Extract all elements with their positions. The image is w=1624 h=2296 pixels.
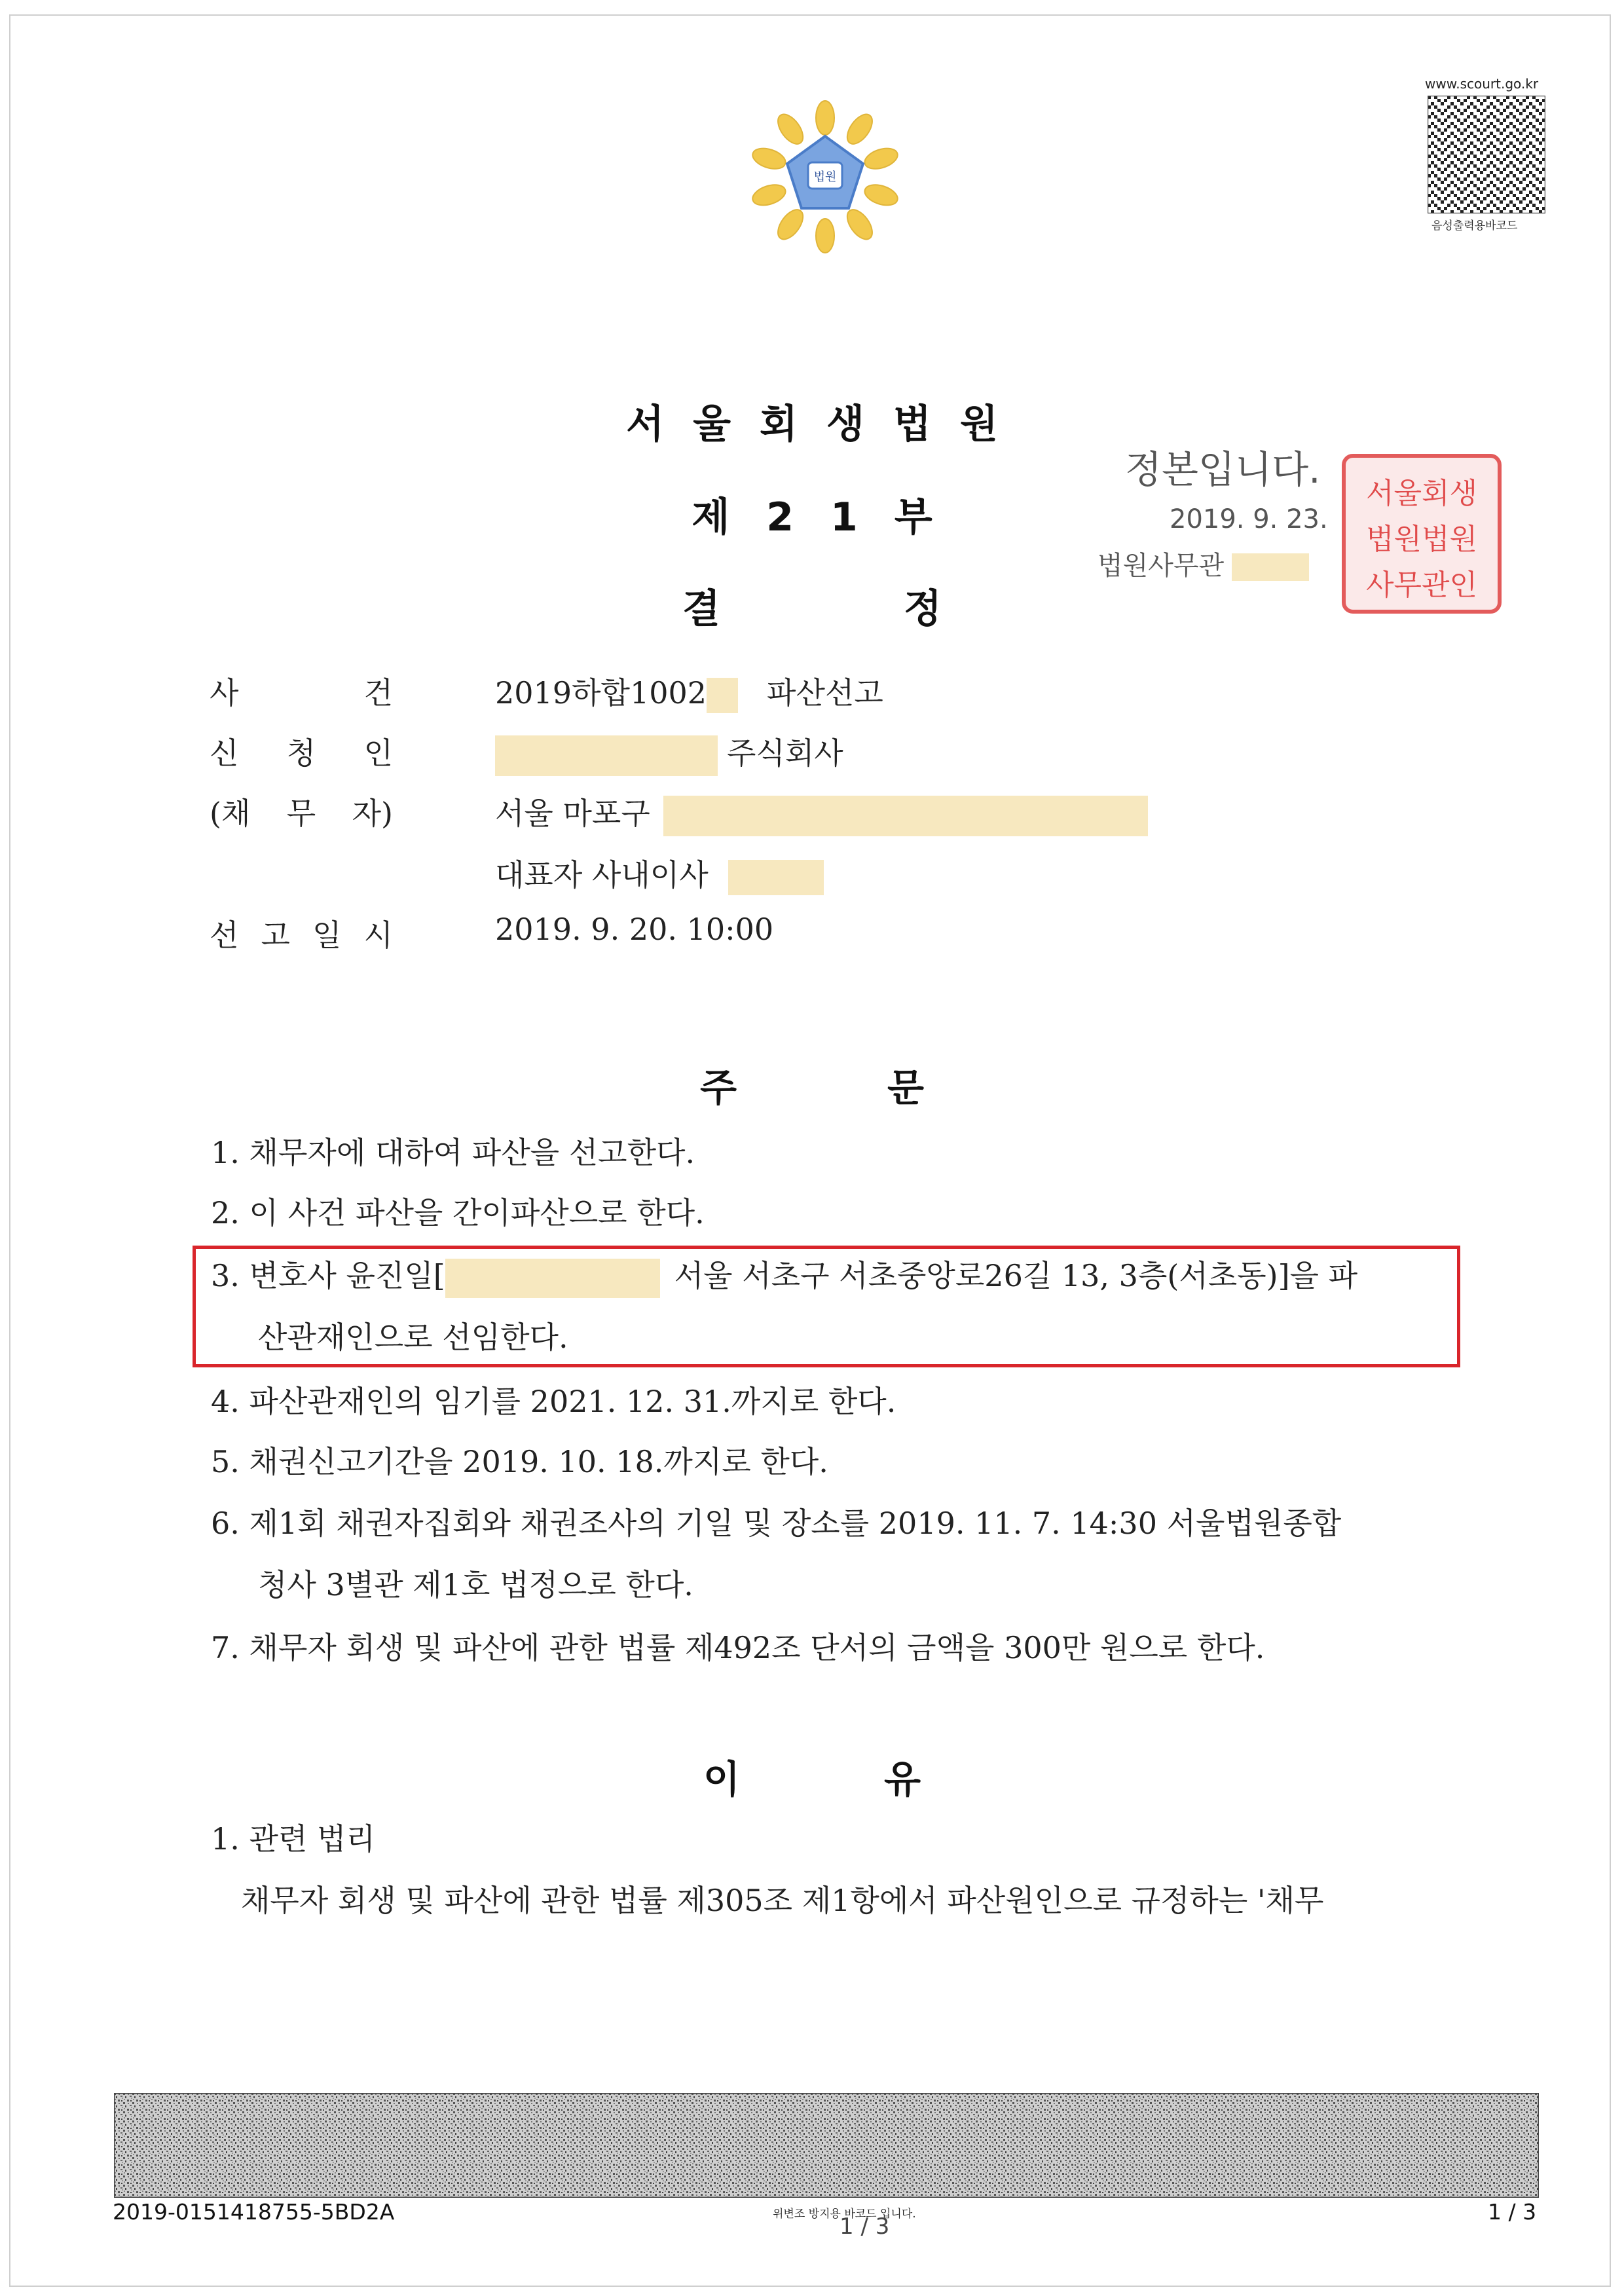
voice-output-barcode [1428,96,1545,213]
order-item-6-cont: 청사 3별관 제1호 법정으로 한다. [258,1567,693,1602]
clerk-office: 법원사무관 [1098,545,1309,582]
order-item-3-cont: 산관재인으로 선임한다. [258,1320,568,1355]
order-title: 주 문 [699,1065,925,1110]
court-name: 서 울 회 생 법 원 [626,401,998,447]
order-item-1: 1. 채무자에 대하여 파산을 선고한다. [211,1135,695,1170]
page-number-center: 1 / 3 [840,2213,890,2240]
order-item-4: 4. 파산관재인의 임기를 2021. 12. 31.까지로 한다. [211,1384,896,1419]
document-id: 2019-0151418755-5BD2A [113,2199,395,2225]
order-item-3: 3. 변호사 윤진일[ 서울 서초구 서초중앙로26길 13, 3층(서초동)]을 파 [211,1252,1357,1298]
reason-title: 이 유 [703,1757,921,1802]
order-item-6: 6. 제1회 채권자집회와 채권조사의 기일 및 장소를 2019. 11. 7. 14:30 서울법원종합 [211,1506,1342,1541]
redacted-clerk-name [1232,553,1309,581]
anti-forgery-note: 위변조 방지용 바코드 입니다. [773,2208,916,2221]
certified-copy-text: 정본입니다. [1125,447,1321,492]
reason-heading: 1. 관련 법리 [211,1821,375,1857]
reason-text: 채무자 회생 및 파산에 관한 법률 제305조 제1항에서 파산원인으로 규정하는 '채무 [241,1883,1324,1918]
redacted-case-suffix [707,678,738,713]
order-item-2: 2. 이 사건 파산을 간이파산으로 한다. [211,1195,705,1231]
declaration-date: 2019. 9. 20. 10:00 [495,912,774,947]
document-title: 결 정 [682,586,942,632]
court-emblem [747,98,904,255]
case-number: 2019하합1002 파산선고 [495,669,883,713]
order-item-5: 5. 채권신고기간을 2019. 10. 18.까지로 한다. [211,1444,828,1479]
label-declaration-date: 선 고 일 시 [210,917,393,953]
svg-text:서울회생: 서울회생 [1365,477,1478,510]
svg-text:법원법원: 법원법원 [1365,523,1478,556]
label-case: 사 건 [210,675,393,711]
anti-forgery-barcode [114,2093,1539,2198]
scourt-url: www.scourt.go.kr [1425,76,1539,92]
barcode-caption: 음성출력용바코드 [1431,219,1518,232]
order-item-7: 7. 채무자 회생 및 파산에 관한 법률 제492조 단서의 금액을 300만 원으로 한다. [211,1630,1265,1665]
certified-date: 2019. 9. 23. [1170,504,1328,534]
applicant-name: 주식회사 [495,730,843,776]
redacted-applicant [495,735,718,776]
debtor-address: 서울 마포구 [495,790,1148,836]
debtor-representative: 대표자 사내이사 [495,851,824,895]
label-debtor: (채 무 자) [210,796,393,831]
redacted-address [663,796,1148,836]
redacted-representative [728,860,824,895]
emblem-text: 법원 [813,170,837,184]
page-number-right: 1 / 3 [1488,2199,1537,2225]
court-division: 제 2 1 부 [692,494,932,540]
label-applicant: 신 청 인 [210,735,393,771]
redacted-lawyer-info [445,1259,660,1298]
court-seal [1340,452,1504,616]
svg-text:사무관인: 사무관인 [1365,568,1478,602]
